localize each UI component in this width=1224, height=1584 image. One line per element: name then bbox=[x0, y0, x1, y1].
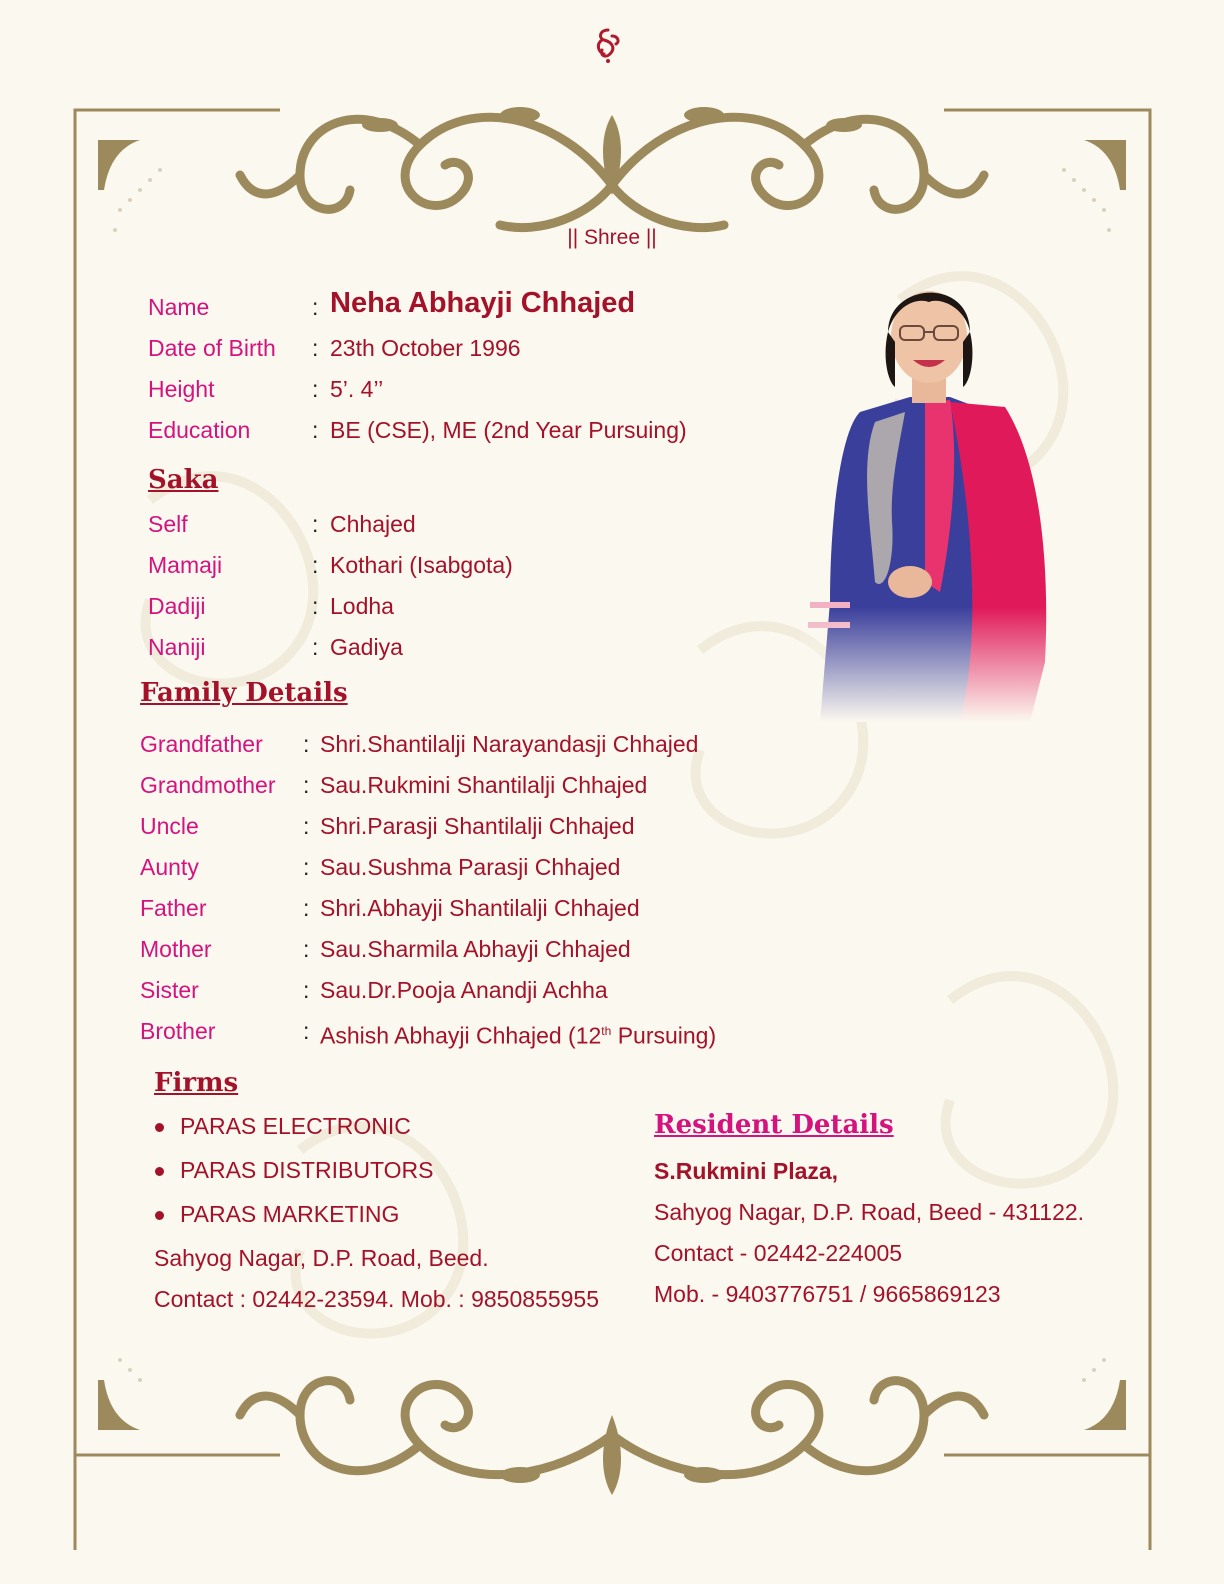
saka-value: Kothari (Isabgota) bbox=[330, 552, 513, 578]
colon: : bbox=[312, 511, 319, 537]
list-item bbox=[140, 809, 780, 843]
family-value: Shri.Parasji Shantilalji Chhajed bbox=[320, 813, 635, 839]
list-item bbox=[148, 589, 748, 623]
name-value: Neha Abhayji Chhajed bbox=[330, 287, 636, 319]
height-row bbox=[148, 372, 848, 406]
name-row bbox=[148, 287, 848, 324]
brother-value-sup: th bbox=[601, 1024, 612, 1038]
firm-name: PARAS ELECTRONIC bbox=[180, 1113, 411, 1139]
colon: : bbox=[312, 593, 319, 619]
family-value bbox=[320, 1014, 716, 1053]
dob-row bbox=[148, 331, 848, 365]
colon: : bbox=[303, 895, 310, 921]
ganesh-icon bbox=[588, 26, 628, 66]
education-row bbox=[148, 413, 848, 447]
colon: : bbox=[312, 417, 319, 443]
dob-value: 23th October 1996 bbox=[330, 335, 521, 361]
education-label: Education bbox=[148, 417, 251, 443]
family-heading: Family Details bbox=[140, 678, 348, 708]
brother-value-suffix: Pursuing) bbox=[611, 1022, 717, 1049]
colon: : bbox=[303, 854, 310, 880]
saka-heading: Saka bbox=[148, 465, 219, 495]
height-value: 5’. 4’’ bbox=[330, 376, 384, 402]
bullet-icon bbox=[155, 1123, 164, 1132]
resident-heading: Resident Details bbox=[654, 1110, 894, 1140]
colon: : bbox=[303, 731, 310, 757]
firms-address: Sahyog Nagar, D.P. Road, Beed. bbox=[154, 1245, 489, 1271]
firm-name: PARAS DISTRIBUTORS bbox=[180, 1157, 434, 1183]
list-item bbox=[155, 1113, 411, 1140]
firm-name: PARAS MARKETING bbox=[180, 1201, 400, 1227]
colon: : bbox=[312, 294, 319, 320]
firms-contact: Contact : 02442-23594. Mob. : 9850855955 bbox=[154, 1286, 600, 1312]
saka-value: Lodha bbox=[330, 593, 394, 619]
brother-value-main: Ashish Abhayji Chhajed (12 bbox=[320, 1022, 602, 1049]
colon: : bbox=[312, 376, 319, 402]
family-label: Grandmother bbox=[140, 772, 276, 798]
family-label: Father bbox=[140, 895, 207, 921]
firms-heading: Firms bbox=[154, 1068, 239, 1098]
resident-address: Sahyog Nagar, D.P. Road, Beed - 431122. bbox=[654, 1199, 1085, 1225]
list-item bbox=[155, 1201, 399, 1228]
family-label: Aunty bbox=[140, 854, 199, 880]
saka-value: Chhajed bbox=[330, 511, 416, 537]
family-label: Sister bbox=[140, 977, 199, 1003]
family-value: Sau.Sharmila Abhayji Chhajed bbox=[320, 936, 631, 962]
saka-label: Dadiji bbox=[148, 593, 206, 619]
resident-contact: Contact - 02442-224005 bbox=[654, 1240, 903, 1266]
colon: : bbox=[312, 552, 319, 578]
colon: : bbox=[303, 977, 310, 1003]
list-item bbox=[140, 973, 780, 1007]
height-label: Height bbox=[148, 376, 215, 402]
bullet-icon bbox=[155, 1211, 164, 1220]
resident-building: S.Rukmini Plaza, bbox=[654, 1158, 839, 1184]
family-value: Sau.Rukmini Shantilalji Chhajed bbox=[320, 772, 648, 798]
colon: : bbox=[303, 772, 310, 798]
list-item bbox=[140, 891, 780, 925]
colon: : bbox=[312, 634, 319, 660]
colon: : bbox=[312, 335, 319, 361]
list-item bbox=[140, 768, 780, 802]
family-label: Grandfather bbox=[140, 731, 263, 757]
dob-label: Date of Birth bbox=[148, 335, 276, 361]
family-label: Brother bbox=[140, 1018, 216, 1044]
colon: : bbox=[303, 1018, 310, 1044]
saka-label: Naniji bbox=[148, 634, 206, 660]
list-item bbox=[140, 932, 780, 966]
family-value: Sau.Dr.Pooja Anandji Achha bbox=[320, 977, 608, 1003]
saka-label: Mamaji bbox=[148, 552, 223, 578]
list-item bbox=[140, 850, 780, 884]
profile-photo bbox=[800, 262, 1060, 722]
saka-value: Gadiya bbox=[330, 634, 403, 660]
family-label: Uncle bbox=[140, 813, 199, 839]
family-label: Mother bbox=[140, 936, 212, 962]
list-item bbox=[148, 507, 748, 541]
list-item bbox=[148, 548, 748, 582]
saka-label: Self bbox=[148, 511, 188, 537]
name-label: Name bbox=[148, 294, 210, 320]
list-item bbox=[140, 727, 780, 761]
list-item bbox=[155, 1157, 433, 1184]
scroll-ornament-bottom-icon bbox=[0, 1315, 1224, 1535]
resident-mobile: Mob. - 9403776751 / 9665869123 bbox=[654, 1281, 1001, 1307]
bullet-icon bbox=[155, 1167, 164, 1176]
colon: : bbox=[303, 936, 310, 962]
list-item bbox=[148, 630, 748, 664]
family-value: Sau.Sushma Parasji Chhajed bbox=[320, 854, 621, 880]
family-value: Shri.Shantilalji Narayandasji Chhajed bbox=[320, 731, 699, 757]
colon: : bbox=[303, 813, 310, 839]
invocation-text: || Shree || bbox=[567, 226, 657, 249]
list-item bbox=[140, 1014, 780, 1048]
education-value: BE (CSE), ME (2nd Year Pursuing) bbox=[330, 417, 687, 443]
family-value: Shri.Abhayji Shantilalji Chhajed bbox=[320, 895, 640, 921]
